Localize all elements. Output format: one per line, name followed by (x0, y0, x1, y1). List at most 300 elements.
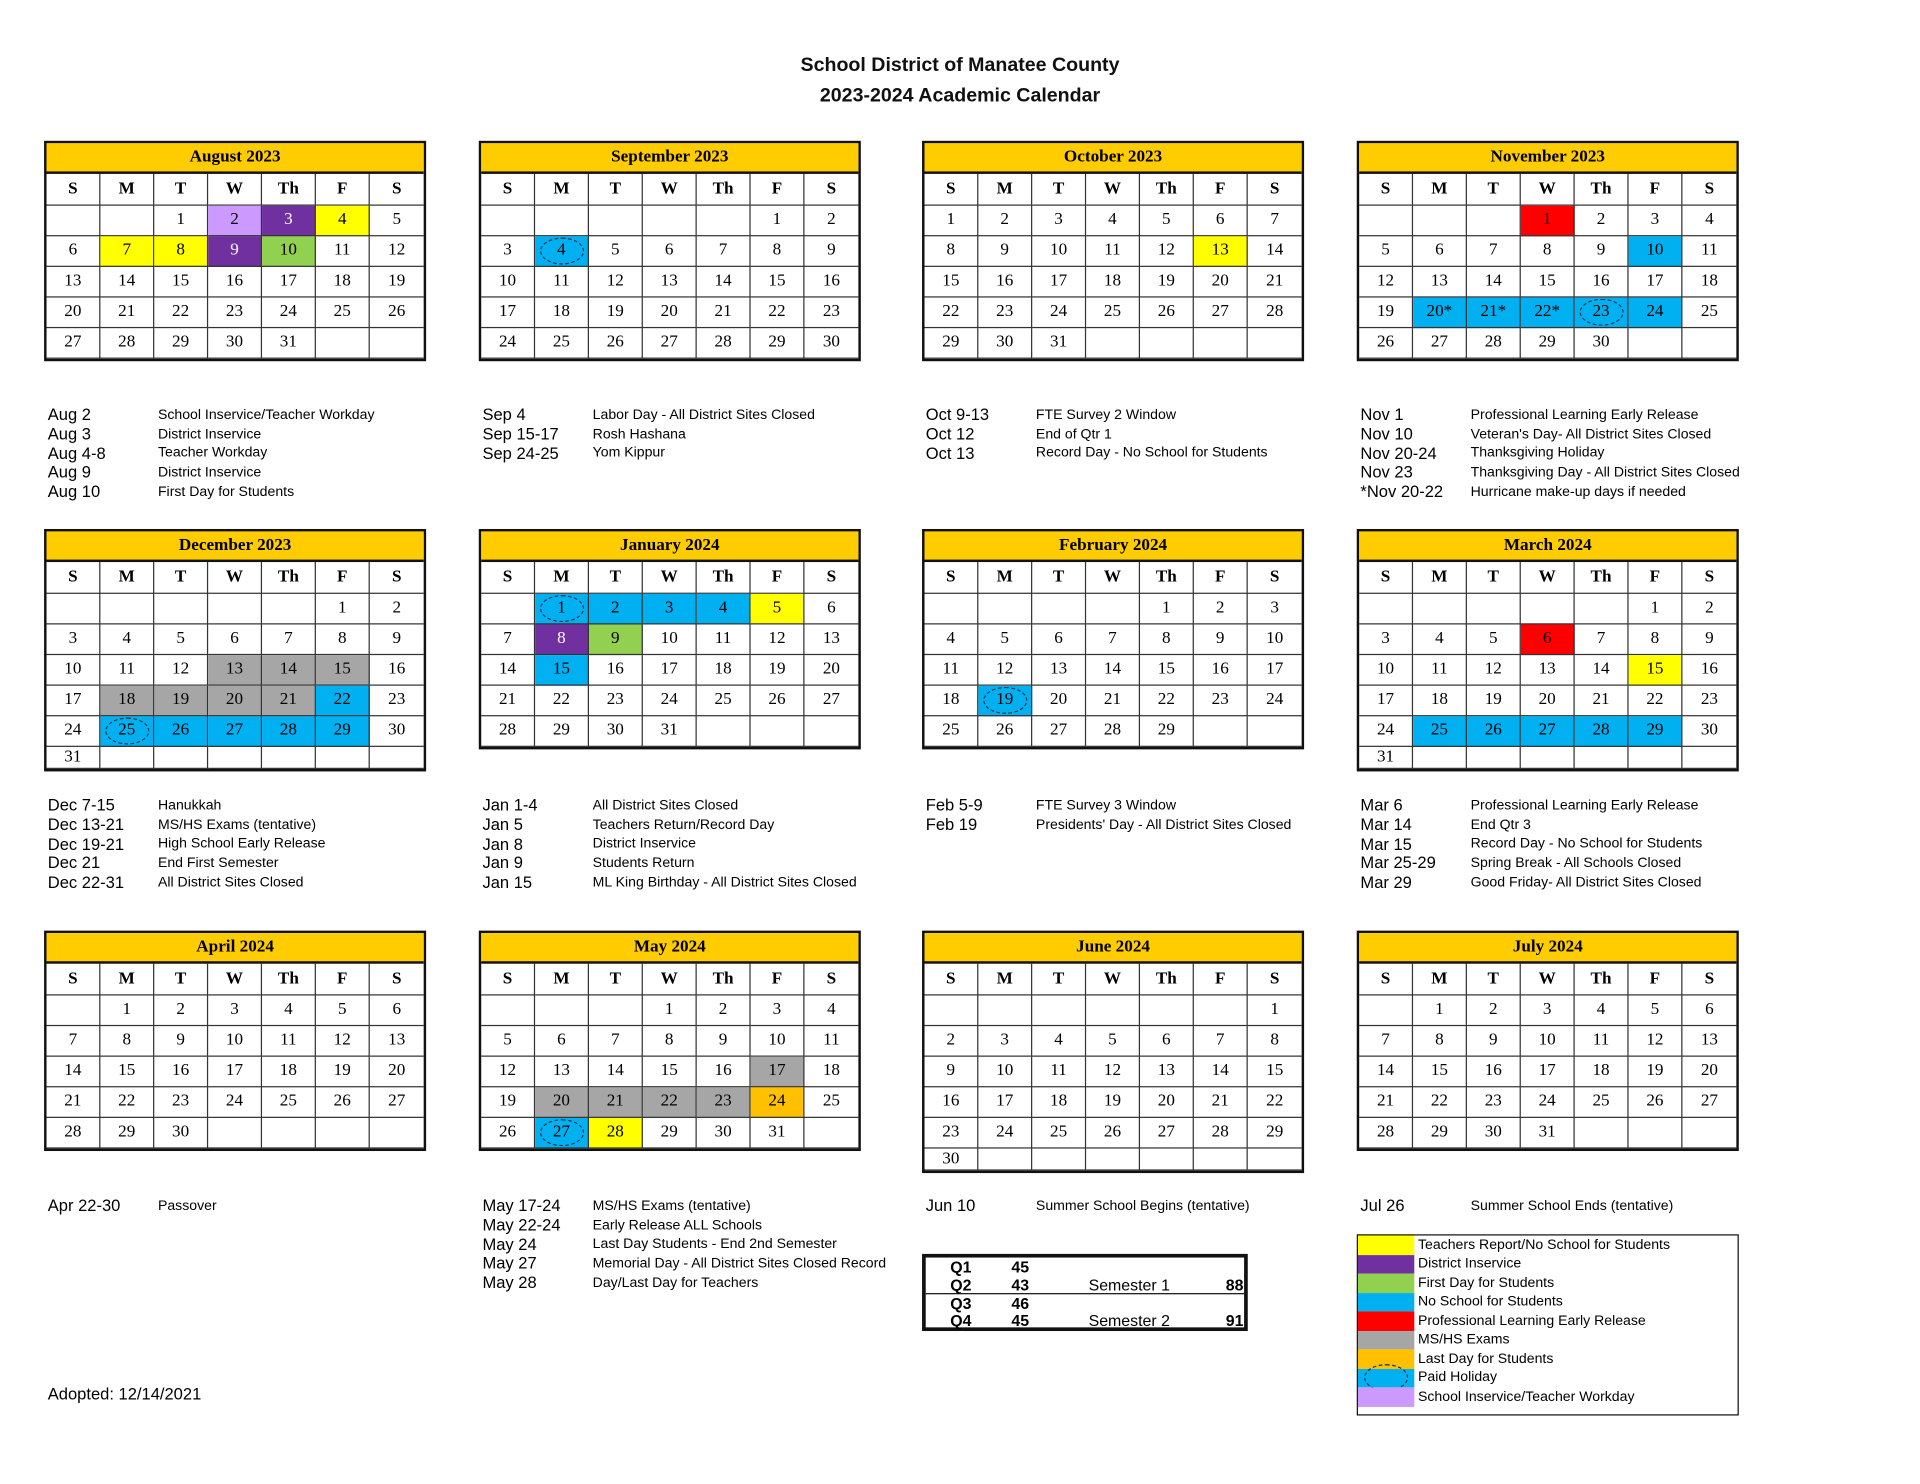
legend-item (1358, 1292, 1738, 1311)
day-cell (1467, 747, 1521, 769)
day-cell: 27 (643, 328, 697, 359)
weekday-header: W (208, 174, 262, 206)
day-cell: 21 (262, 686, 316, 717)
day-cell: 4 (100, 624, 154, 655)
weekday-header: S (47, 562, 101, 594)
quarter-days: 45 (1011, 1257, 1030, 1276)
weekday-header: M (100, 562, 154, 594)
note-description: Labor Day - All District Sites Closed (592, 407, 815, 423)
weekday-header: Th (1140, 174, 1194, 206)
day-cell: 26 (978, 716, 1032, 747)
weekday-header: S (370, 562, 424, 594)
day-cell: 2 (208, 206, 262, 237)
weekday-header: M (100, 174, 154, 206)
day-cell: 27 (208, 716, 262, 747)
day-cell (47, 206, 101, 237)
day-cell: 23 (154, 1087, 208, 1118)
note-date: Mar 29 (1360, 873, 1412, 892)
day-cell (978, 594, 1032, 625)
day-cell: 27 (47, 328, 101, 359)
weekday-header: F (1194, 562, 1248, 594)
day-cell: 14 (481, 655, 535, 686)
day-cell: 11 (1575, 1026, 1629, 1057)
day-cell: 4 (1086, 206, 1140, 237)
day-cell (1248, 716, 1302, 747)
day-cell: 30 (208, 328, 262, 359)
weekday-header: S (924, 964, 978, 996)
day-cell: 26 (589, 328, 643, 359)
weekday-header: S (1248, 964, 1302, 996)
day-cell: 8 (1629, 624, 1683, 655)
weekday-header: S (1682, 562, 1736, 594)
day-cell: 26 (481, 1118, 535, 1149)
day-cell: 6 (1413, 236, 1467, 267)
day-cell: 14 (697, 267, 751, 298)
day-cell: 19 (1359, 298, 1413, 329)
note-date: Dec 22-31 (47, 873, 125, 892)
note-item (1360, 444, 1776, 463)
day-cell: 6 (1032, 624, 1086, 655)
day-cell: 5 (1467, 624, 1521, 655)
day-cell: 26 (1140, 298, 1194, 329)
semester-label: Semester 2 (1088, 1310, 1170, 1330)
day-cell: 31 (262, 328, 316, 359)
day-cell (481, 996, 535, 1027)
day-cell: 28 (1194, 1118, 1248, 1149)
weekday-header: M (978, 562, 1032, 594)
day-cell: 17 (751, 1057, 805, 1088)
month-title: April 2024 (47, 933, 424, 964)
day-cell: 20 (804, 655, 858, 686)
month-august-2023 (44, 141, 426, 361)
day-cell: 10 (751, 1026, 805, 1057)
paid-holiday-cell: 19 (978, 686, 1032, 717)
day-cell: 17 (1032, 267, 1086, 298)
day-cell: 19 (1086, 1087, 1140, 1118)
day-cell (924, 594, 978, 625)
day-cell: 7 (481, 624, 535, 655)
day-cell: 30 (1682, 716, 1736, 747)
day-cell: 12 (370, 236, 424, 267)
day-cell: 6 (643, 236, 697, 267)
day-cell: 22 (154, 298, 208, 329)
day-cell (1086, 328, 1140, 359)
note-date: Mar 14 (1360, 815, 1412, 834)
note-description: MS/HS Exams (tentative) (157, 817, 317, 833)
day-cell (1521, 594, 1575, 625)
day-cell: 10 (643, 624, 697, 655)
day-cell: 18 (1086, 267, 1140, 298)
weekday-header: M (1413, 174, 1467, 206)
weekday-header: Th (697, 964, 751, 996)
day-cell (1629, 1118, 1683, 1149)
paid-holiday-cell: 27 (535, 1118, 589, 1149)
legend-swatch (1358, 1292, 1414, 1311)
day-cell: 13 (208, 655, 262, 686)
quarter-days-table (922, 1254, 1248, 1331)
month-december-2023 (44, 529, 426, 771)
day-cell: 12 (316, 1026, 370, 1057)
note-item (482, 425, 898, 444)
note-date: Jul 26 (1360, 1196, 1405, 1216)
day-cell: 3 (1629, 206, 1683, 237)
weekday-header: W (1521, 562, 1575, 594)
day-cell: 20 (1194, 267, 1248, 298)
day-cell: 1 (1413, 996, 1467, 1027)
day-cell: 19 (370, 267, 424, 298)
day-cell: 26 (316, 1087, 370, 1118)
note-description: Last Day Students - End 2nd Semester (592, 1237, 837, 1252)
day-cell: 20 (1140, 1087, 1194, 1118)
day-cell: 5 (316, 996, 370, 1027)
month-notes (48, 796, 464, 892)
note-date: May 22-24 (482, 1215, 561, 1235)
legend-item (1358, 1368, 1738, 1387)
day-cell: 17 (1521, 1057, 1575, 1088)
day-cell: 14 (1359, 1057, 1413, 1088)
day-cell (481, 594, 535, 625)
weekday-header: M (535, 562, 589, 594)
day-cell: 14 (589, 1057, 643, 1088)
legend-label: First Day for Students (1417, 1275, 1555, 1291)
day-cell (1086, 1149, 1140, 1171)
day-cell: 2 (924, 1026, 978, 1057)
weekday-header: M (1413, 964, 1467, 996)
weekday-header: T (1467, 964, 1521, 996)
day-cell (1359, 996, 1413, 1027)
day-cell: 16 (978, 267, 1032, 298)
month-notes (926, 405, 1342, 463)
day-cell: 25 (1032, 1118, 1086, 1149)
note-description: Hanukkah (157, 798, 222, 813)
weekday-header: T (589, 562, 643, 594)
day-cell: 10 (1248, 624, 1302, 655)
weekday-header: W (1521, 174, 1575, 206)
note-description: All District Sites Closed (157, 875, 304, 890)
day-cell: 15 (751, 267, 805, 298)
day-cell: 3 (262, 206, 316, 237)
weekday-header: W (1086, 964, 1140, 996)
weekday-header: Th (262, 964, 316, 996)
month-september-2023 (479, 141, 861, 361)
day-cell: 8 (100, 1026, 154, 1057)
day-cell: 15 (1140, 655, 1194, 686)
day-cell: 29 (1248, 1118, 1302, 1149)
note-date: Aug 10 (47, 482, 101, 501)
day-cell: 25 (535, 328, 589, 359)
day-cell: 11 (1413, 655, 1467, 686)
day-cell: 4 (697, 594, 751, 625)
note-item (482, 1235, 898, 1254)
note-description: Good Friday- All District Sites Closed (1470, 875, 1702, 890)
legend-swatch (1358, 1236, 1414, 1255)
day-cell: 21 (589, 1087, 643, 1118)
day-cell: 12 (1629, 1026, 1683, 1057)
note-description: Presidents' Day - All District Sites Closed (1035, 817, 1292, 833)
day-cell: 31 (1521, 1118, 1575, 1149)
day-cell: 15 (1248, 1057, 1302, 1088)
day-cell (1413, 747, 1467, 769)
weekday-header: W (1086, 562, 1140, 594)
month-notes (482, 796, 898, 892)
month-grid (47, 174, 424, 359)
day-cell: 6 (804, 594, 858, 625)
day-cell: 31 (47, 747, 101, 769)
day-cell (262, 1118, 316, 1149)
day-cell: 16 (1194, 655, 1248, 686)
legend-item (1358, 1236, 1738, 1255)
day-cell: 16 (1682, 655, 1736, 686)
day-cell (1359, 206, 1413, 237)
day-cell (643, 206, 697, 237)
note-date: Mar 15 (1360, 834, 1412, 854)
month-may-2024 (479, 931, 861, 1151)
day-cell: 20* (1413, 298, 1467, 329)
day-cell: 13 (1682, 1026, 1736, 1057)
note-description: Yom Kippur (592, 445, 665, 461)
semester-label: Semester 1 (1088, 1275, 1170, 1294)
day-cell: 22 (535, 686, 589, 717)
note-date: May 24 (482, 1235, 537, 1254)
day-cell: 17 (208, 1057, 262, 1088)
weekday-header: Th (1575, 964, 1629, 996)
note-item (48, 463, 464, 482)
note-description: District Inservice (157, 465, 262, 480)
day-cell: 13 (804, 624, 858, 655)
day-cell (1194, 328, 1248, 359)
quarter-row (926, 1311, 1244, 1329)
note-item (48, 873, 464, 892)
quarter-label: Q4 (950, 1310, 972, 1330)
month-grid (1359, 964, 1736, 1149)
day-cell: 29 (316, 716, 370, 747)
day-cell: 10 (1032, 236, 1086, 267)
note-item (48, 405, 464, 424)
note-description: First Day for Students (157, 484, 295, 500)
day-cell: 10 (1521, 1026, 1575, 1057)
legend-label: Teachers Report/No School for Students (1417, 1237, 1671, 1253)
note-date: Oct 12 (925, 424, 975, 444)
note-item (482, 815, 898, 834)
day-cell: 24 (751, 1087, 805, 1118)
day-cell: 28 (1359, 1118, 1413, 1149)
note-item (48, 1196, 464, 1215)
day-cell: 13 (1521, 655, 1575, 686)
note-item (926, 815, 1342, 834)
day-cell (100, 206, 154, 237)
note-date: Jan 9 (482, 853, 523, 873)
day-cell: 10 (481, 267, 535, 298)
adopted-date: Adopted: 12/14/2021 (47, 1384, 202, 1404)
day-cell: 14 (47, 1057, 101, 1088)
day-cell: 22 (316, 686, 370, 717)
day-cell: 19 (589, 298, 643, 329)
note-description: Record Day - No School for Students (1035, 445, 1268, 461)
day-cell: 27 (370, 1087, 424, 1118)
note-date: Nov 1 (1360, 405, 1404, 425)
day-cell: 5 (1140, 206, 1194, 237)
day-cell: 7 (1248, 206, 1302, 237)
day-cell: 28 (697, 328, 751, 359)
day-cell: 28 (262, 716, 316, 747)
weekday-header: T (154, 964, 208, 996)
note-item (482, 1216, 898, 1235)
note-description: Thanksgiving Holiday (1470, 445, 1605, 461)
weekday-header: S (1248, 174, 1302, 206)
note-description: FTE Survey 2 Window (1035, 407, 1177, 423)
note-description: District Inservice (157, 426, 262, 442)
day-cell: 23 (208, 298, 262, 329)
day-cell: 5 (481, 1026, 535, 1057)
day-cell: 24 (1032, 298, 1086, 329)
day-cell: 7 (47, 1026, 101, 1057)
weekday-header: F (316, 562, 370, 594)
note-description: MS/HS Exams (tentative) (592, 1198, 751, 1214)
legend-item (1358, 1255, 1738, 1274)
day-cell: 30 (697, 1118, 751, 1149)
day-cell: 29 (643, 1118, 697, 1149)
day-cell (1194, 996, 1248, 1027)
day-cell: 27 (804, 686, 858, 717)
day-cell: 13 (535, 1057, 589, 1088)
note-description: Veteran's Day- All District Sites Closed (1470, 426, 1712, 442)
month-title: March 2024 (1359, 531, 1736, 562)
legend-label: Last Day for Students (1417, 1351, 1554, 1367)
day-cell: 4 (316, 206, 370, 237)
day-cell: 17 (1248, 655, 1302, 686)
day-cell: 16 (370, 655, 424, 686)
day-cell: 29 (1140, 716, 1194, 747)
note-description: Professional Learning Early Release (1470, 407, 1699, 423)
weekday-header: T (1032, 964, 1086, 996)
day-cell: 30 (804, 328, 858, 359)
month-november-2023 (1357, 141, 1739, 361)
day-cell: 18 (262, 1057, 316, 1088)
day-cell (1248, 328, 1302, 359)
day-cell: 16 (697, 1057, 751, 1088)
day-cell: 10 (47, 655, 101, 686)
day-cell: 6 (1521, 624, 1575, 655)
day-cell: 17 (47, 686, 101, 717)
month-title: November 2023 (1359, 143, 1736, 174)
day-cell: 1 (751, 206, 805, 237)
note-date: Nov 20-24 (1360, 444, 1437, 463)
note-date: Sep 24-25 (482, 444, 559, 463)
day-cell: 5 (978, 624, 1032, 655)
note-date: Jan 1-4 (482, 796, 538, 815)
day-cell (1413, 206, 1467, 237)
quarter-row (926, 1258, 1244, 1276)
note-item (482, 444, 898, 463)
day-cell: 13 (47, 267, 101, 298)
day-cell: 24 (1248, 686, 1302, 717)
day-cell: 7 (1086, 624, 1140, 655)
day-cell (978, 1149, 1032, 1171)
day-cell: 13 (370, 1026, 424, 1057)
day-cell: 19 (1467, 686, 1521, 717)
day-cell: 21 (481, 686, 535, 717)
day-cell: 27 (1682, 1087, 1736, 1118)
day-cell (1248, 1149, 1302, 1171)
day-cell: 18 (924, 686, 978, 717)
weekday-header: T (1032, 174, 1086, 206)
note-item (1360, 463, 1776, 482)
note-item (48, 854, 464, 873)
day-cell: 28 (1467, 328, 1521, 359)
day-cell: 29 (924, 328, 978, 359)
day-cell (1575, 747, 1629, 769)
day-cell: 21 (1575, 686, 1629, 717)
day-cell: 25 (924, 716, 978, 747)
day-cell: 18 (1682, 267, 1736, 298)
weekday-header: Th (262, 174, 316, 206)
day-cell (1140, 1149, 1194, 1171)
day-cell: 2 (589, 594, 643, 625)
day-cell (262, 594, 316, 625)
day-cell: 15 (924, 267, 978, 298)
note-description: Spring Break - All Schools Closed (1470, 855, 1682, 871)
day-cell (370, 328, 424, 359)
day-cell: 10 (1359, 655, 1413, 686)
day-cell: 11 (1086, 236, 1140, 267)
day-cell: 2 (154, 996, 208, 1027)
day-cell: 25 (262, 1087, 316, 1118)
day-cell: 22 (1413, 1087, 1467, 1118)
day-cell: 12 (1140, 236, 1194, 267)
day-cell: 23 (1194, 686, 1248, 717)
day-cell: 11 (100, 655, 154, 686)
day-cell: 6 (1194, 206, 1248, 237)
day-cell (370, 747, 424, 769)
note-item (482, 796, 898, 815)
day-cell (208, 594, 262, 625)
day-cell: 9 (208, 236, 262, 267)
day-cell: 26 (1086, 1118, 1140, 1149)
note-item (482, 1254, 898, 1273)
day-cell: 28 (100, 328, 154, 359)
day-cell: 12 (589, 267, 643, 298)
day-cell: 3 (208, 996, 262, 1027)
day-cell: 8 (751, 236, 805, 267)
day-cell: 19 (1629, 1057, 1683, 1088)
month-title: October 2023 (924, 143, 1301, 174)
day-cell: 25 (1682, 298, 1736, 329)
day-cell (208, 1118, 262, 1149)
note-description: Hurricane make-up days if needed (1470, 484, 1686, 500)
note-description: ML King Birthday - All District Sites Closed (592, 875, 857, 890)
day-cell (1086, 594, 1140, 625)
day-cell: 25 (1413, 716, 1467, 747)
note-date: Dec 7-15 (47, 796, 115, 815)
day-cell: 19 (481, 1087, 535, 1118)
day-cell: 25 (697, 686, 751, 717)
quarter-row (926, 1275, 1244, 1293)
day-cell: 16 (154, 1057, 208, 1088)
day-cell: 17 (1629, 267, 1683, 298)
weekday-header: S (1359, 174, 1413, 206)
day-cell: 5 (154, 624, 208, 655)
day-cell: 15 (316, 655, 370, 686)
day-cell: 23 (697, 1087, 751, 1118)
weekday-header: F (751, 562, 805, 594)
month-march-2024 (1357, 529, 1739, 771)
note-item (926, 405, 1342, 424)
quarter-days: 45 (1011, 1310, 1030, 1330)
day-cell: 18 (1413, 686, 1467, 717)
note-date: May 28 (482, 1273, 537, 1292)
month-notes (48, 1196, 464, 1215)
month-grid (924, 964, 1301, 1171)
